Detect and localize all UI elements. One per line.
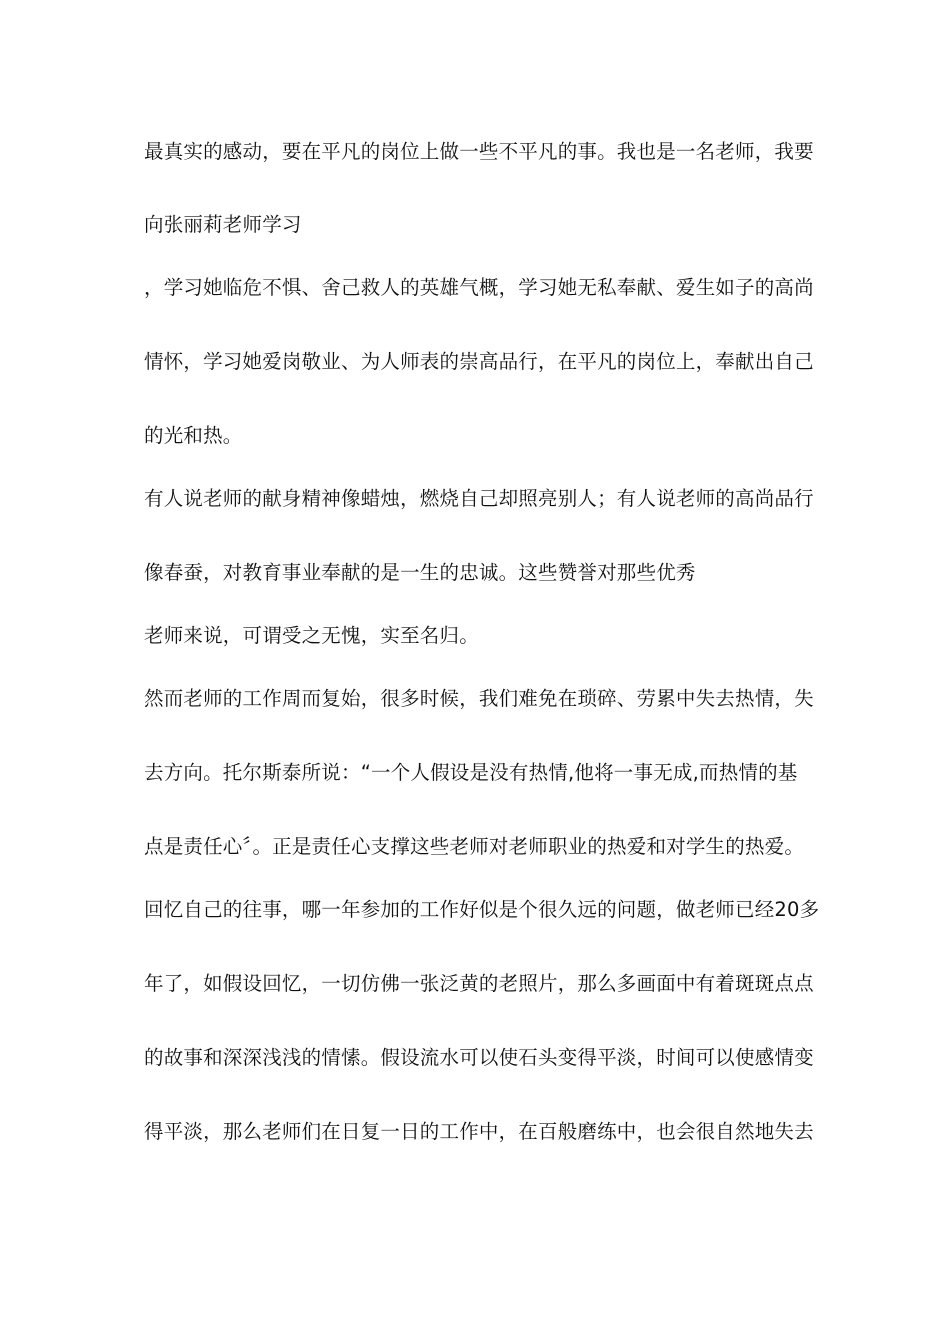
text-line: 然而老师的工作周而复始，很多时候，我们难免在琐碎、劳累中失去热情，失: [144, 687, 814, 710]
text-line: 去方向。托尔斯泰所说：“一个人假设是没有热情,他将一事无成,而热情的基: [144, 761, 798, 784]
text-line: 的光和热。: [144, 424, 243, 447]
text-line: 的故事和深深浅浅的情愫。假设流水可以使石头变得平淡，时间可以使感情变: [144, 1046, 814, 1069]
text-line: 得平淡，那么老师们在日复一日的工作中，在百般磨练中，也会很自然地失去: [144, 1120, 814, 1143]
text-line: 年了，如假设回忆，一切仿佛一张泛黄的老照片，那么多画面中有着斑斑点点: [144, 972, 814, 995]
text-line: 回忆自己的往事，哪一年参加的工作好似是个很久远的问题，做老师已经20多: [144, 898, 820, 921]
text-line: 最真实的感动，要在平凡的岗位上做一些不平凡的事。我也是一名老师，我要: [144, 140, 814, 163]
text-line: ，学习她临危不惧、舍己救人的英雄气概，学习她无私奉献、爱生如子的高尚: [144, 276, 814, 299]
text-line: 情怀，学习她爱岗敬业、为人师表的崇高品行，在平凡的岗位上，奉献出自己: [144, 350, 814, 373]
text-line: 点是责任心〞。正是责任心支撑这些老师对老师职业的热爱和对学生的热爱。: [144, 835, 805, 858]
text-line: 向张丽莉老师学习: [144, 213, 302, 236]
text-line: 像春蚕，对教育事业奉献的是一生的忠诚。这些赞誉对那些优秀: [144, 561, 696, 584]
text-line: 老师来说，可谓受之无愧，实至名归。: [144, 624, 479, 647]
text-line: 有人说老师的献身精神像蜡烛，燃烧自己却照亮别人；有人说老师的高尚品行: [144, 487, 814, 510]
